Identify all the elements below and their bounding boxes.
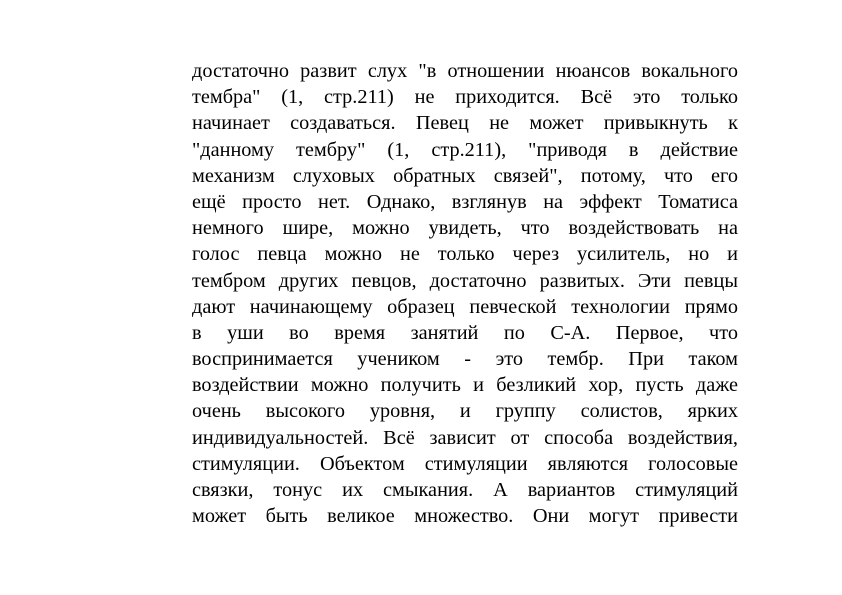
text-line: стимуляции. Объектом стимуляции являются голосовые [192,452,738,475]
text-line: дают начинающему образец певческой технологии прямо [192,295,738,318]
text-line: воздействии можно получить и безликий хор, пусть даже [192,374,738,397]
text-line: связки, тонус их смыкания. А вариантов стимуляций [192,479,738,501]
text-line: тембром других певцов, достаточно развитых. Эти певцы [192,269,738,292]
text-line: воспринимается учеником - это тембр. При таком [192,348,738,371]
text-line: очень высокого уровня, и группу солистов, ярких [192,400,738,423]
text-line: механизм слуховых обратных связей", потому, что его [192,164,738,187]
text-line: может быть великое множество. Они могут привести [192,505,738,528]
text-line: немного шире, можно увидеть, что воздействовать на [192,217,738,240]
text-line: тембра" (1, стр.211) не приходится. Всё это только [192,86,738,109]
text-line: в уши во время занятий по С-А. Первое, что [192,321,738,344]
text-line: индивидуальностей. Всё зависит от способа воздействия, [192,426,738,449]
text-line: достаточно развит слух "в отношении нюансов вокального [192,60,738,82]
text-line: начинает создаваться. Певец не может привыкнуть к [192,112,738,135]
text-line: "данному тембру" (1, стр.211), "приводя в действие [192,138,738,161]
text-line: ещё просто нет. Однако, взглянув на эффект Томатиса [192,190,738,213]
text-line: голос певца можно не только через усилитель, но и [192,243,738,266]
body-text [192,58,738,529]
